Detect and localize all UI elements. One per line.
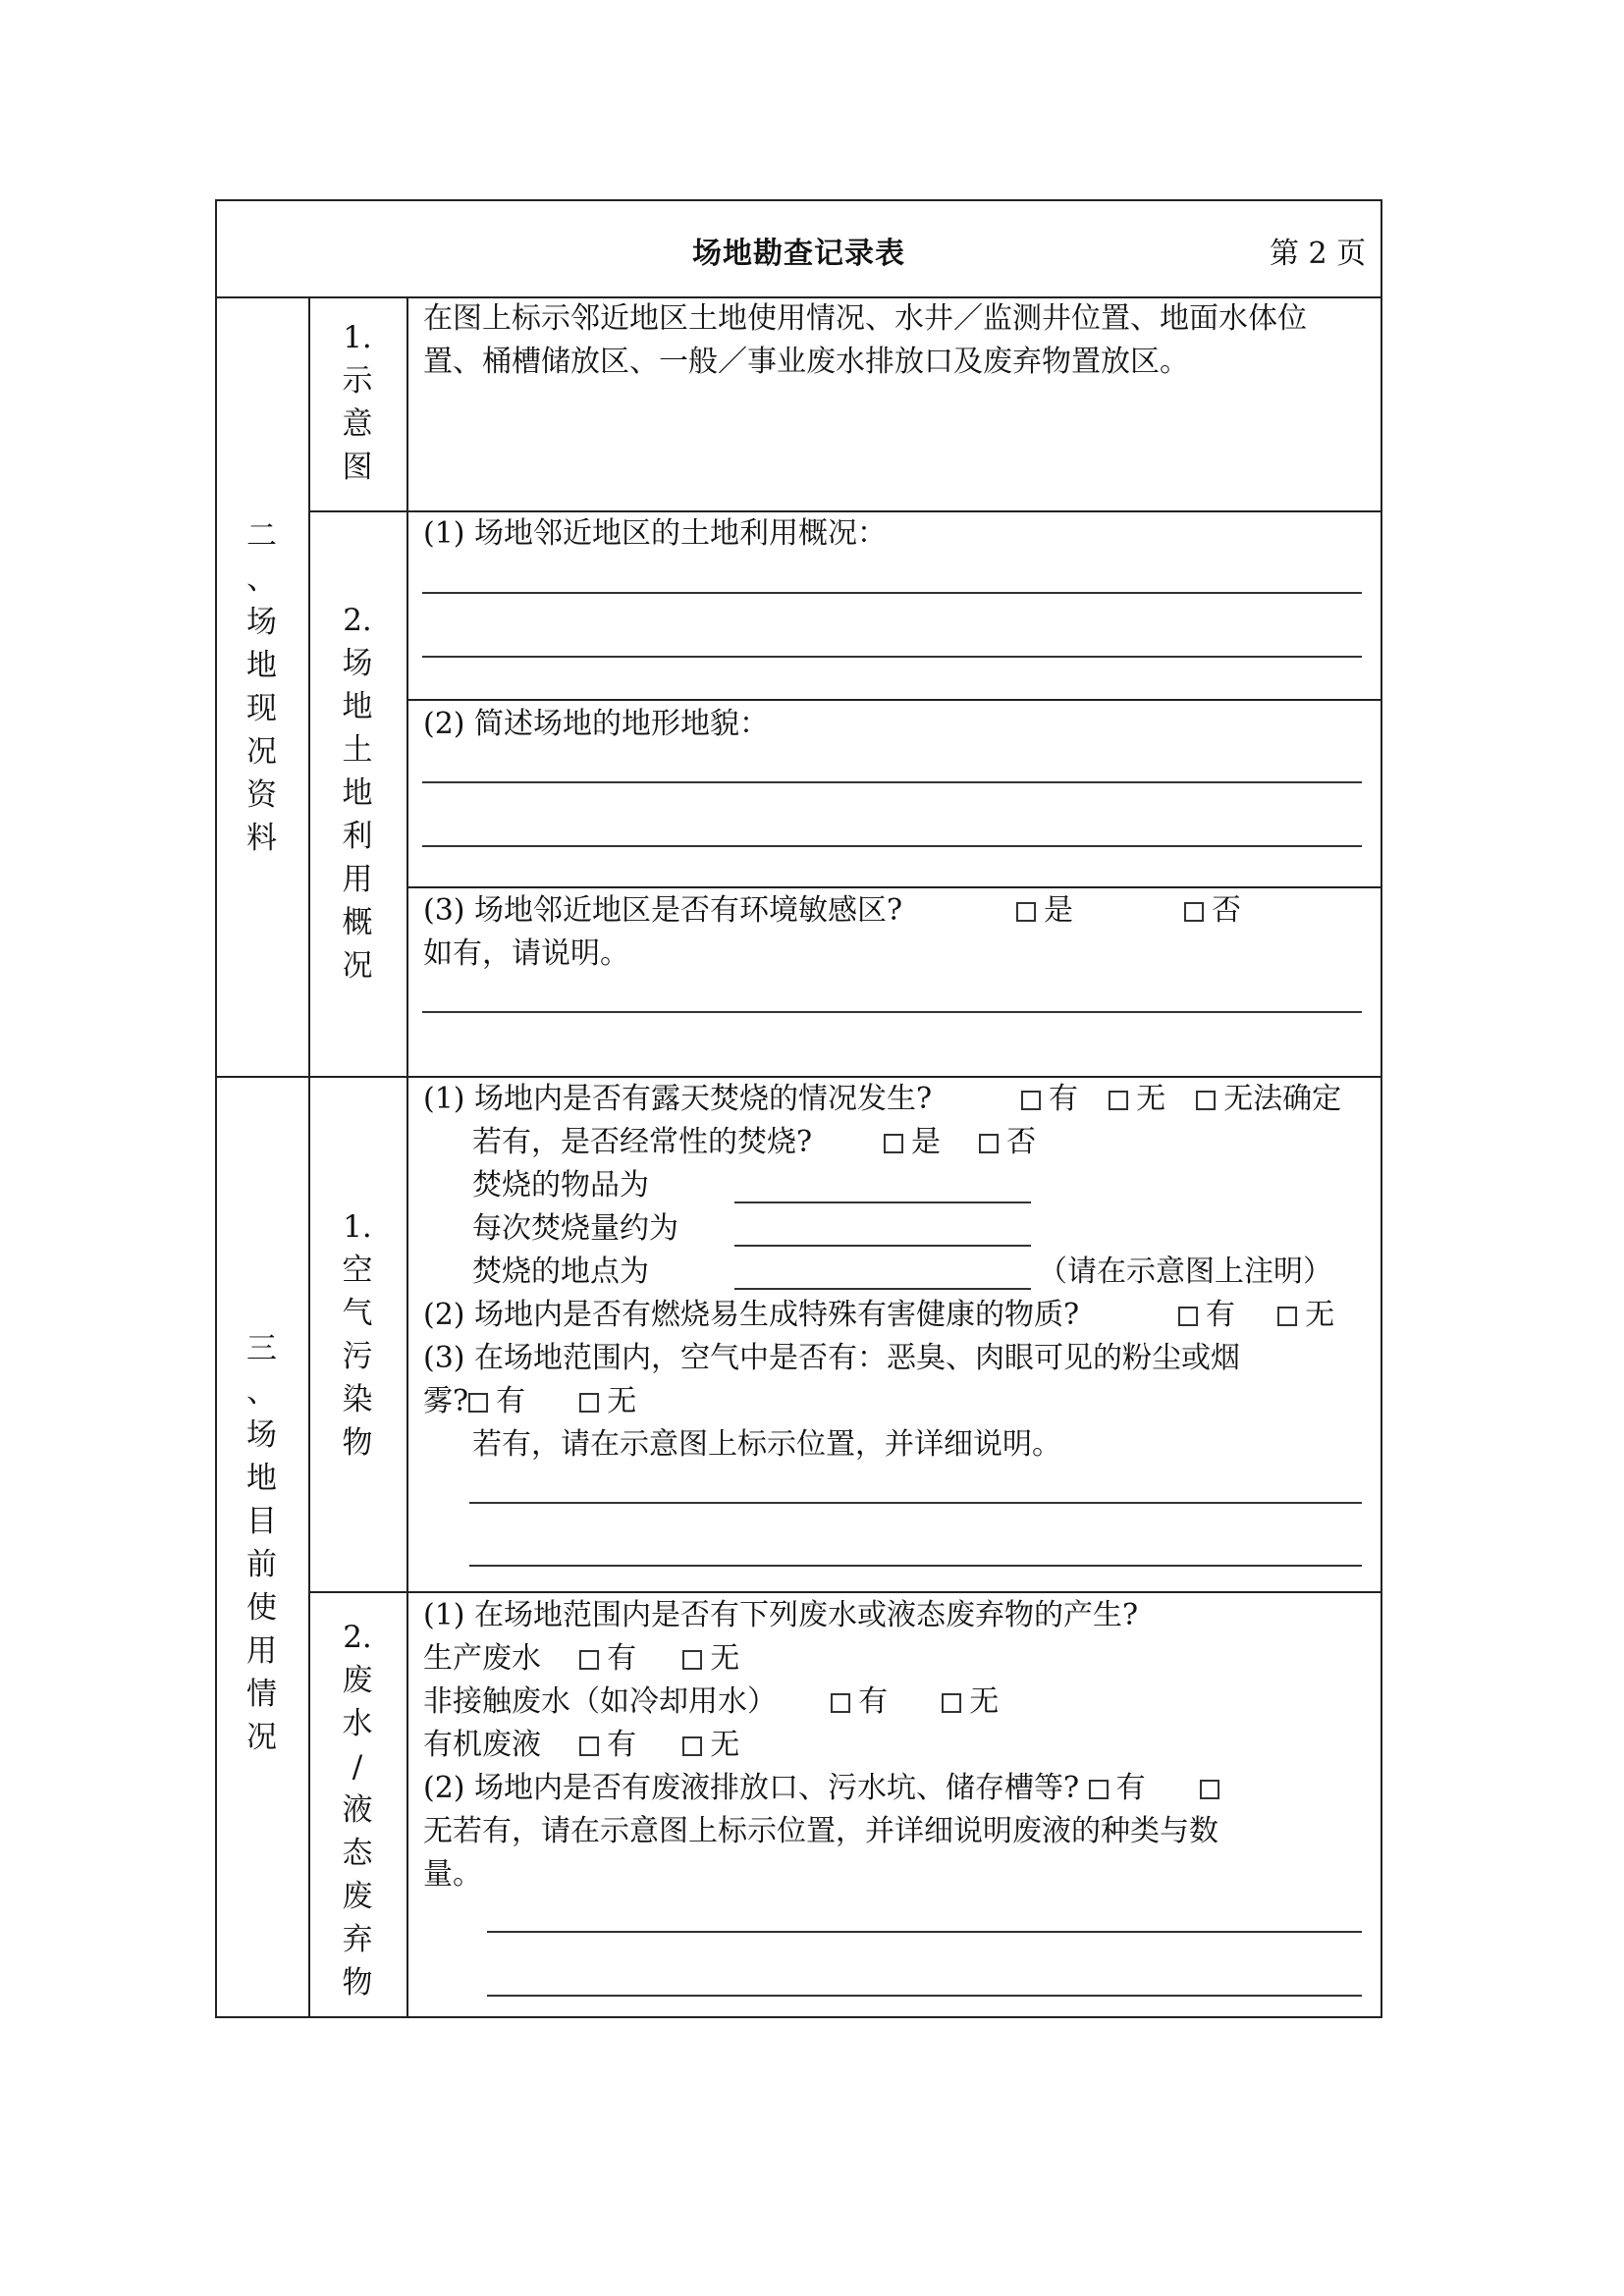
page-number: 第 2 页 <box>1270 237 1367 271</box>
hazardous-burning-options <box>1178 1294 1334 1337</box>
answer-line[interactable] <box>422 592 1362 594</box>
item-label: 生产废水 <box>423 1641 541 1676</box>
checkbox[interactable] <box>1200 1780 1219 1799</box>
column-divider-2 <box>406 296 408 2018</box>
wastewater-item-3 <box>423 1724 739 1767</box>
answer-line[interactable] <box>487 1995 1362 1997</box>
burn-location-label: 焚烧的地点为 <box>472 1255 649 1289</box>
checkbox[interactable] <box>1184 902 1204 922</box>
discharge-question-end: 量。 <box>423 1857 482 1892</box>
checkbox[interactable] <box>884 1134 903 1153</box>
frequent-burning-question: 若有，是否经常性的焚烧? <box>472 1125 813 1159</box>
question-text: (2) 场地内是否有废液排放口、污水坑、储存槽等? <box>423 1771 1080 1805</box>
subsection-label-2-1: 1. 示 意 图 <box>342 320 373 485</box>
option-label: 无法确定 <box>1223 1082 1342 1116</box>
burned-items-line[interactable] <box>734 1201 1031 1203</box>
open-burning-question: (1) 场地内是否有露天焚烧的情况发生? <box>423 1082 933 1116</box>
answer-line[interactable] <box>469 1565 1362 1567</box>
checkbox[interactable] <box>682 1736 702 1756</box>
section-label-3: 三 、 场 地 目 前 使 用 情 况 <box>246 1331 277 1755</box>
checkbox[interactable] <box>831 1693 850 1713</box>
answer-line[interactable] <box>469 1502 1362 1504</box>
option-label: 无 <box>1305 1298 1335 1332</box>
subsection-label-3-2: 2. 废 水 / 液 态 废 弃 物 <box>342 1620 373 2001</box>
hazardous-burning-question: (2) 场地内是否有燃烧易生成特殊有害健康的物质? <box>423 1298 1080 1332</box>
checkbox[interactable] <box>1178 1307 1198 1326</box>
sensitive-yes-option[interactable] <box>1016 889 1073 933</box>
checkbox[interactable] <box>1016 902 1036 922</box>
air-quality-question: (3) 在场地范围内，空气中是否有：恶臭、肉眼可见的粉尘或烟 <box>423 1341 1241 1375</box>
option-label: 否 <box>1212 893 1241 928</box>
checkbox[interactable] <box>1196 1091 1216 1110</box>
question-text: 雾? <box>423 1384 469 1418</box>
burn-amount-line[interactable] <box>734 1245 1031 1247</box>
option-label: 无 <box>1136 1082 1166 1116</box>
frequent-burning-options <box>884 1121 1036 1164</box>
subsection-divider-s3 <box>308 1591 1382 1593</box>
checkbox[interactable] <box>1021 1091 1041 1110</box>
terrain-question: (2) 简述场地的地形地貌： <box>423 707 770 741</box>
checkbox[interactable] <box>1109 1091 1128 1110</box>
subsection-label-2-2: 2. 场 地 土 地 利 用 概 况 <box>342 603 373 984</box>
checkbox[interactable] <box>579 1393 599 1413</box>
option-label: 无 <box>710 1641 740 1676</box>
checkbox[interactable] <box>1277 1307 1297 1326</box>
checkbox[interactable] <box>979 1134 999 1153</box>
option-label: 是 <box>911 1125 941 1159</box>
air-quality-note: 若有，请在示意图上标示位置，并详细说明。 <box>472 1427 1061 1462</box>
option-label: 有 <box>607 1641 637 1676</box>
subsection-label-3-1: 1. 空 气 污 染 物 <box>342 1209 373 1461</box>
answer-line[interactable] <box>422 845 1362 847</box>
burned-items-label: 焚烧的物品为 <box>472 1168 649 1202</box>
checkbox[interactable] <box>682 1650 702 1670</box>
discharge-question-cont: 无若有，请在示意图上标示位置，并详细说明废液的种类与数 <box>423 1814 1218 1848</box>
option-label: 无 <box>710 1728 740 1762</box>
wastewater-item-2 <box>423 1681 999 1724</box>
wastewater-question: (1) 在场地范围内是否有下列废水或液态废弃物的产生? <box>423 1598 1139 1632</box>
page-title: 场地勘查记录表 <box>692 237 905 271</box>
land-use-question: (1) 场地邻近地区的土地利用概况： <box>423 516 888 551</box>
checkbox[interactable] <box>579 1736 599 1756</box>
checkbox[interactable] <box>579 1650 599 1670</box>
sensitive-area-question: (3) 场地邻近地区是否有环境敏感区? <box>423 893 903 928</box>
section-label-2: 二 、 场 地 现 况 资 料 <box>246 518 277 856</box>
sketch-instruction: 在图上标示邻近地区土地使用情况、水井／监测井位置、地面水体位置、桶槽储放区、一般／事业废水排放口及废弃物置放区。 <box>423 301 1307 379</box>
option-label: 有 <box>496 1384 526 1418</box>
option-label: 否 <box>1006 1125 1037 1159</box>
checkbox[interactable] <box>1089 1780 1109 1799</box>
answer-line[interactable] <box>422 1011 1362 1013</box>
wastewater-item-1 <box>423 1637 739 1681</box>
option-label: 无 <box>969 1684 1000 1719</box>
option-label: 有 <box>1049 1082 1078 1116</box>
option-label: 无 <box>607 1384 637 1418</box>
burn-location-note: （请在示意图上注明） <box>1038 1255 1332 1289</box>
burn-location-line[interactable] <box>734 1288 1031 1290</box>
air-quality-question-cont <box>423 1380 636 1423</box>
option-label: 有 <box>1206 1298 1235 1332</box>
item-label: 非接触废水（如冷却用水） <box>423 1684 777 1719</box>
checkbox[interactable] <box>942 1693 961 1713</box>
answer-line[interactable] <box>422 656 1362 658</box>
option-label: 有 <box>1115 1771 1146 1805</box>
content-divider-q2 <box>406 886 1382 888</box>
sensitive-note: 如有，请说明。 <box>423 936 629 971</box>
answer-line[interactable] <box>487 1931 1362 1933</box>
item-label: 有机废液 <box>423 1728 541 1762</box>
burning-options <box>1021 1078 1341 1121</box>
answer-line[interactable] <box>422 781 1362 783</box>
burn-amount-label: 每次焚烧量约为 <box>472 1211 678 1246</box>
checkbox[interactable] <box>468 1393 488 1413</box>
sensitive-no-option[interactable] <box>1184 889 1241 933</box>
option-label: 有 <box>607 1728 637 1762</box>
discharge-question <box>423 1767 1227 1810</box>
option-label: 有 <box>858 1684 889 1719</box>
content-divider-q1 <box>406 699 1382 701</box>
option-label: 是 <box>1044 893 1073 928</box>
